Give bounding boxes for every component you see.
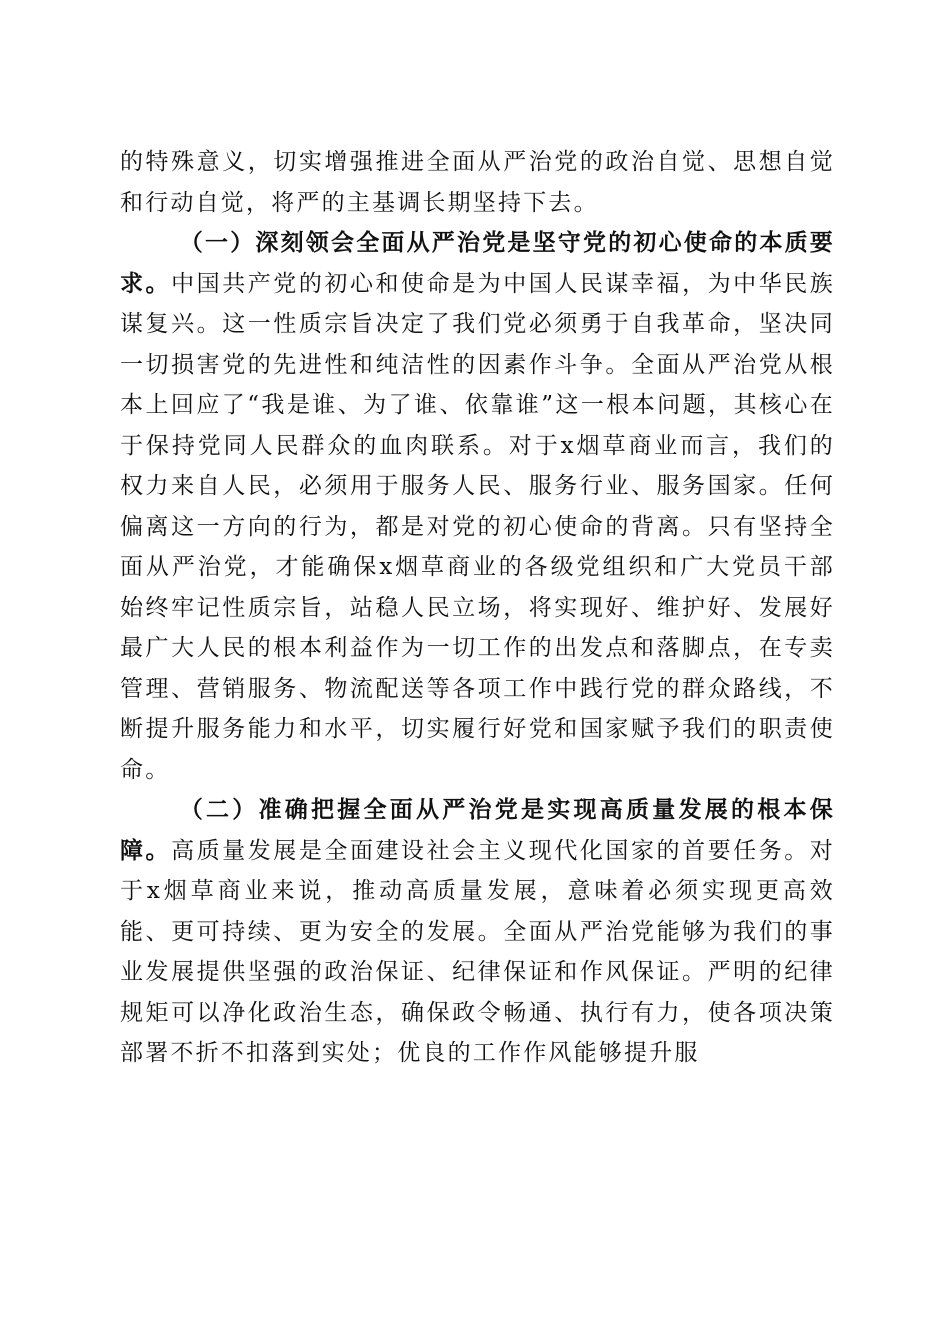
paragraph-text: 中国共产党的初心和使命是为中国人民谋幸福，为中华民族谋复兴。这一性质宗旨决定了我们党必须勇于自我革命，坚决同一切损害党的先进性和纯洁性的因素作斗争。全面从严治党从根本上回应了“我是谁、为了谁、依靠谁”这一根本问题，其核心在于保持党同人民群众的血肉联系。对于x烟草商业而言，我们的权力来自人民，必须用于服务人民、服务行业、服务国家。任何偏离这一方向的行为，都是对党的初心使命的背离。只有坚持全面从严治党，才能确保x烟草商业的各级党组织和广大党员干部始终牢记性质宗旨，站稳人民立场，将实现好、维护好、发展好最广大人民的根本利益作为一切工作的出发点和落脚点，在专卖管理、营销服务、物流配送等各项工作中践行党的群众路线，不断提升服务能力和水平，切实履行好党和国家赋予我们的职责使命。 <box>120 270 836 783</box>
paragraph-section-1 <box>120 223 835 790</box>
paragraph-text: 高质量发展是全面建设社会主义现代化国家的首要任务。对于x烟草商业来说，推动高质量发展，意味着必须实现更高效能、更可持续、更为安全的发展。全面从严治党能够为我们的事业发展提供坚强的政治保证、纪律保证和作风保证。严明的纪律规矩可以净化政治生态，确保政令畅通、执行有力，使各项决策部署不折不扣落到实处；优良的工作作风能够提升服 <box>120 837 836 1066</box>
paragraph-section-2 <box>120 790 835 1074</box>
document-body <box>120 142 835 1074</box>
section-heading: （一）深刻领会全面从严治党是坚守党的初心使命的本质要求。 <box>120 229 835 297</box>
section-heading: （二）准确把握全面从严治党是实现高质量发展的根本保障。 <box>120 796 835 864</box>
paragraph-text: 的特殊意义，切实增强推进全面从严治党的政治自觉、思想自觉和行动自觉，将严的主基调长期坚持下去。 <box>120 149 835 216</box>
paragraph-continuation <box>120 142 835 223</box>
